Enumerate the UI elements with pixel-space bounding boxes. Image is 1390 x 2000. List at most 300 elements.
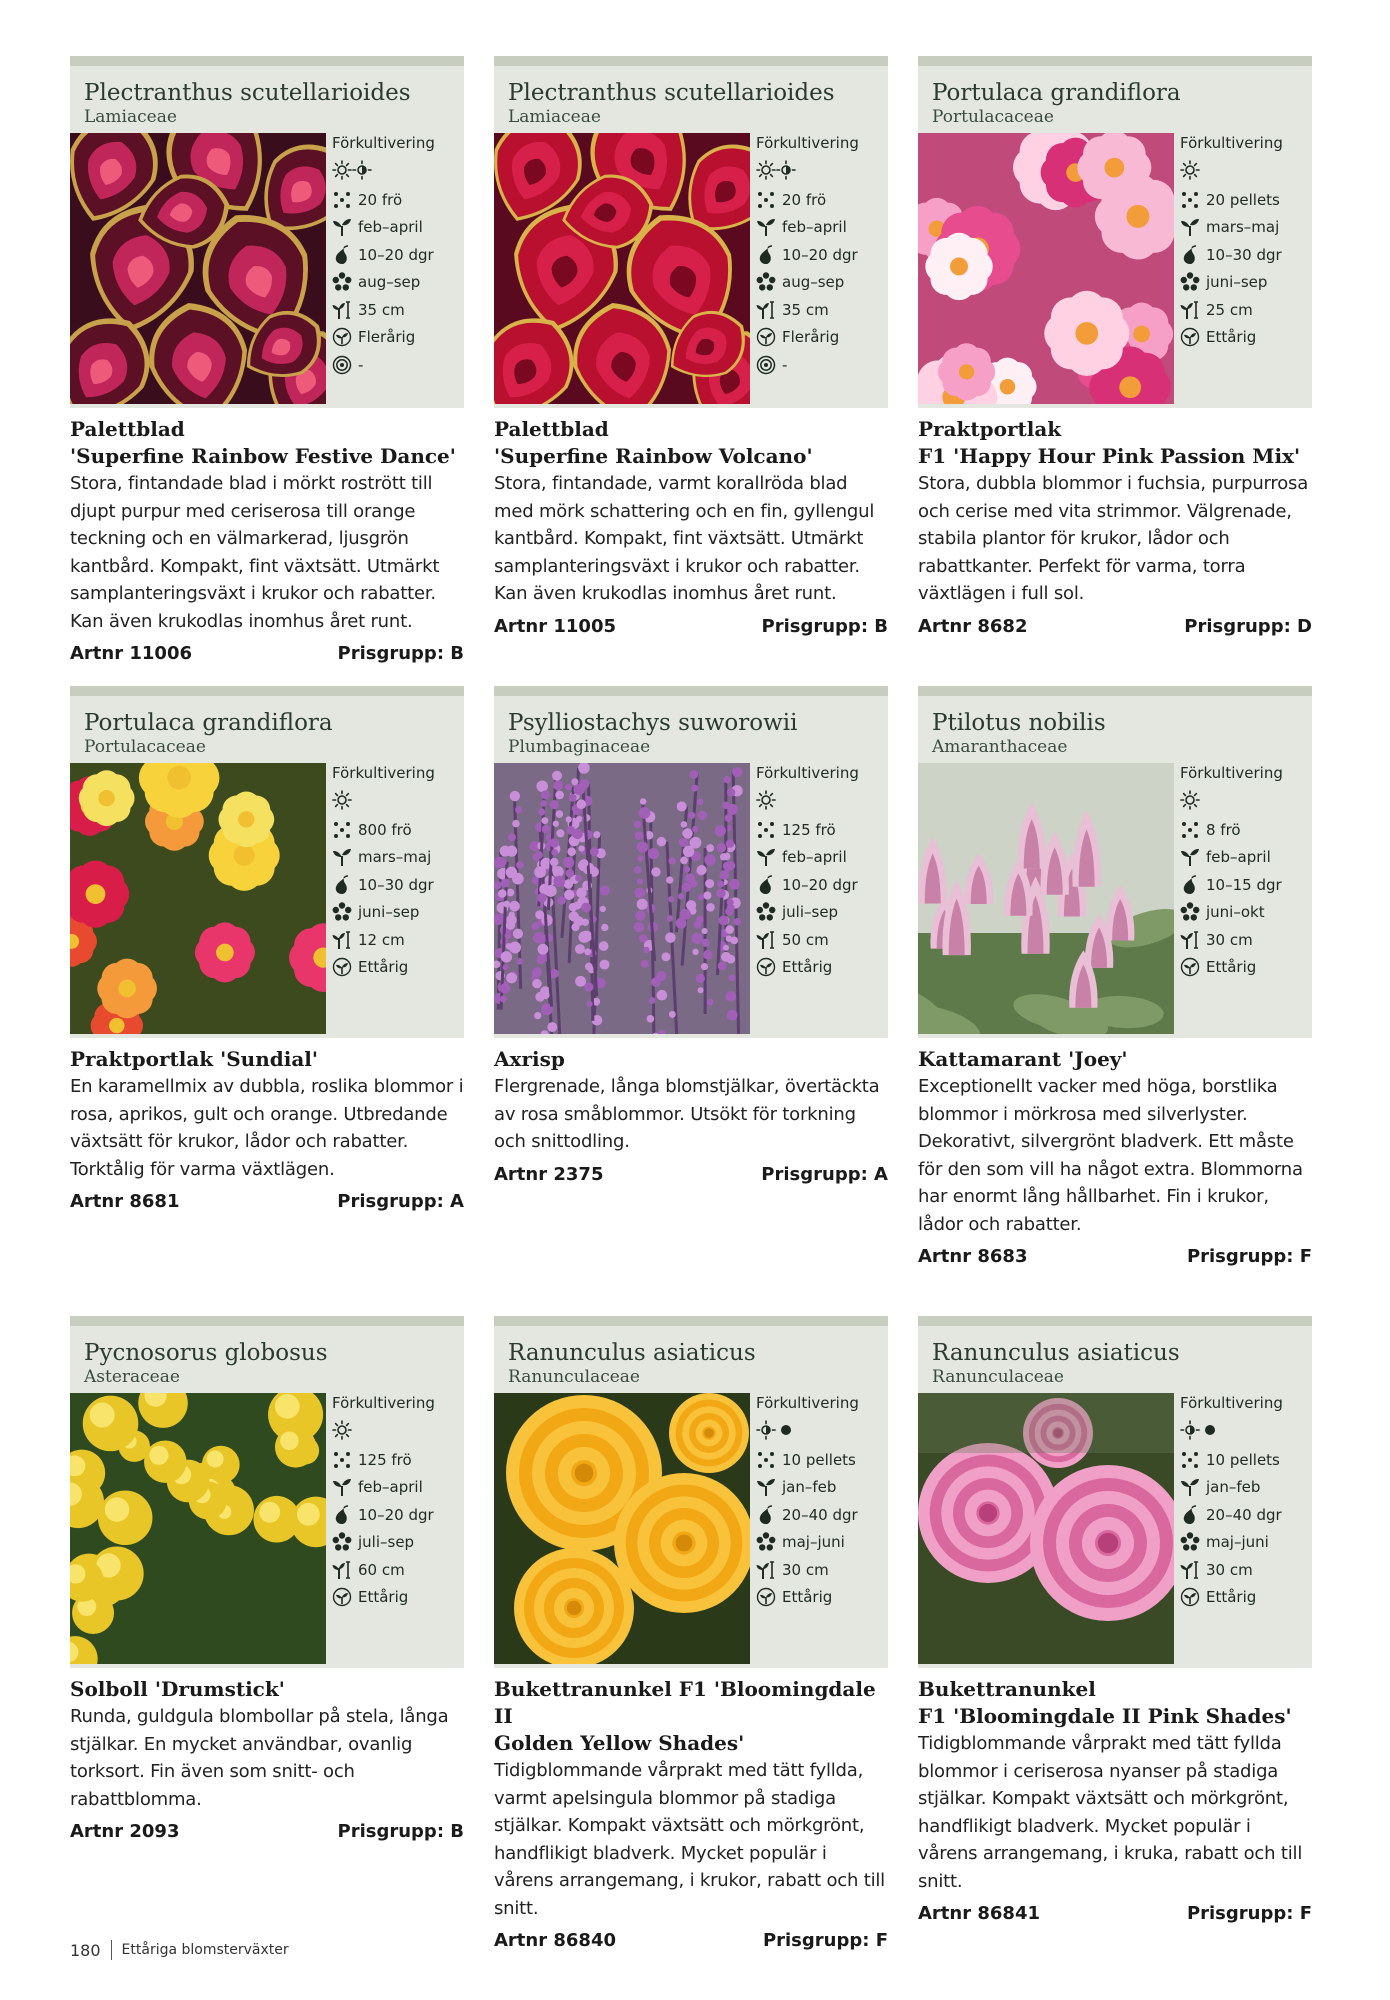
product-card xyxy=(70,686,464,1212)
common-name: Kattamarant 'Joey' xyxy=(918,1047,1128,1071)
spec-bloom-value: juni–okt xyxy=(1206,903,1265,922)
plant-photo xyxy=(494,1393,750,1664)
card-header xyxy=(918,1316,1312,1668)
bloom-time-icon xyxy=(332,1532,352,1552)
precultivation-label: Förkultivering xyxy=(332,1394,435,1412)
precultivation-label: Förkultivering xyxy=(756,134,859,152)
target-icon xyxy=(756,355,776,375)
product-description: Stora, fintandade, varmt korallröda blad med mörk schattering och en fin, gyllengul kantbård. Kompakt, fint växtsätt. Utmärkt samplanteringsväxt i krukor och rabatter. Kan även krukodlas inomhus året runt. xyxy=(494,473,875,604)
shade-icon xyxy=(1200,1420,1220,1440)
common-name: Praktportlak xyxy=(918,417,1062,441)
spec-seeds-value: 10 pellets xyxy=(1206,1450,1280,1469)
spec-seeds xyxy=(756,186,888,214)
spec-life xyxy=(756,324,888,352)
half-shade-icon xyxy=(776,160,796,180)
bloom-time-icon xyxy=(756,272,776,292)
height-icon xyxy=(332,930,352,950)
spec-height xyxy=(332,296,464,324)
card-body xyxy=(494,1038,888,1185)
plant-family: Lamiaceae xyxy=(508,107,601,127)
page-number: 180 xyxy=(70,1940,101,1960)
sowing-time-icon xyxy=(1180,1477,1200,1497)
spec-height-value: 35 cm xyxy=(358,300,405,319)
spec-bloom xyxy=(1180,899,1312,927)
product-card xyxy=(494,1316,888,1951)
spec-target xyxy=(332,351,464,379)
spec-height xyxy=(332,926,464,954)
light-requirement xyxy=(1180,1414,1312,1446)
seed-count-icon xyxy=(332,190,352,210)
product-meta xyxy=(70,1821,464,1842)
seed-count-icon xyxy=(1180,820,1200,840)
germination-icon xyxy=(756,1505,776,1525)
spec-germ-value: 10–20 dgr xyxy=(358,245,434,264)
plant-family: Portulacaceae xyxy=(84,737,206,757)
product-meta xyxy=(70,643,464,664)
card-header xyxy=(918,56,1312,408)
spec-sow-value: jan–feb xyxy=(782,1478,837,1497)
card-body xyxy=(70,408,464,664)
spec-height xyxy=(1180,296,1312,324)
latin-name: Ranunculus asiaticus xyxy=(932,1340,1180,1366)
height-icon xyxy=(332,1560,352,1580)
latin-name: Pycnosorus globosus xyxy=(84,1340,328,1366)
product-meta xyxy=(70,1191,464,1212)
seed-count-icon xyxy=(332,820,352,840)
plant-photo xyxy=(70,133,326,404)
spec-bloom-value: aug–sep xyxy=(782,273,845,292)
spec-life-value: Ettårig xyxy=(358,1588,409,1607)
spec-sow xyxy=(1180,214,1312,242)
spec-sow-value: feb–april xyxy=(1206,848,1271,867)
light-requirement xyxy=(756,154,888,186)
cultivation-specs xyxy=(332,762,464,981)
spec-life xyxy=(1180,954,1312,982)
spec-bloom-value: maj–juni xyxy=(782,1533,845,1552)
bloom-time-icon xyxy=(756,902,776,922)
latin-name: Plectranthus scutellarioides xyxy=(84,80,411,106)
spec-sow xyxy=(1180,844,1312,872)
sun-icon xyxy=(1180,160,1200,180)
lifecycle-icon xyxy=(332,327,352,347)
price-group: Prisgrupp: F xyxy=(762,1930,888,1951)
spec-height-value: 25 cm xyxy=(1206,300,1253,319)
price-group: Prisgrupp: B xyxy=(337,643,464,664)
article-number: Artnr 86841 xyxy=(918,1903,1040,1924)
spec-germ xyxy=(1180,241,1312,269)
spec-height xyxy=(1180,1556,1312,1584)
light-requirement xyxy=(756,784,888,816)
article-number: Artnr 11005 xyxy=(494,615,616,637)
spec-bloom xyxy=(756,899,888,927)
spec-seeds-value: 800 frö xyxy=(358,820,412,839)
germination-icon xyxy=(756,875,776,895)
common-name: Golden Yellow Shades' xyxy=(494,1731,745,1755)
spec-seeds xyxy=(756,816,888,844)
spec-target-value: - xyxy=(782,355,788,374)
germination-icon xyxy=(332,875,352,895)
spec-seeds-value: 20 frö xyxy=(782,190,827,209)
light-requirement xyxy=(756,1414,888,1446)
bloom-time-icon xyxy=(1180,1532,1200,1552)
plant-family: Plumbaginaceae xyxy=(508,737,651,757)
spec-life xyxy=(1180,324,1312,352)
cultivation-specs xyxy=(756,1392,888,1611)
product-meta xyxy=(918,1246,1312,1267)
common-name: Solboll 'Drumstick' xyxy=(70,1677,285,1701)
spec-sow-value: mars–maj xyxy=(358,848,432,867)
sun-icon xyxy=(332,1420,352,1440)
spec-germ-value: 10–20 dgr xyxy=(782,875,858,894)
common-name: Bukettranunkel xyxy=(918,1677,1096,1701)
spec-germ xyxy=(756,241,888,269)
spec-height-value: 30 cm xyxy=(1206,930,1253,949)
plant-family: Ranunculaceae xyxy=(932,1367,1064,1387)
height-icon xyxy=(756,1560,776,1580)
sun-icon xyxy=(332,160,352,180)
spec-life-value: Flerårig xyxy=(782,328,840,347)
card-body xyxy=(70,1038,464,1212)
spec-bloom-value: juli–sep xyxy=(782,903,839,922)
cultivation-specs xyxy=(332,1392,464,1611)
spec-germ xyxy=(332,871,464,899)
product-description: Stora, fintandade blad i mörkt rostrött till djupt purpur med ceriserosa till orange teckning och en välmarkerad, ljusgrön kantbård. Kompakt, fint växtsätt. Utmärkt samplanteringsväxt i krukor och rabatter. Kan även krukodlas inomhus året runt. xyxy=(70,473,440,632)
spec-life xyxy=(756,954,888,982)
spec-life-value: Ettårig xyxy=(1206,958,1257,977)
product-description: Tidigblommande vårprakt med tätt fyllda, varmt apelsingula blommor på stadiga stjälkar. Kompakt växtsätt och mörkgrönt, handflikigt bladverk. Mycket populär i vårens arrangemang, i krukor, rabatt och till snitt. xyxy=(494,1760,885,1919)
seed-count-icon xyxy=(756,1450,776,1470)
spec-height-value: 30 cm xyxy=(782,1560,829,1579)
product-description: Stora, dubbla blommor i fuchsia, purpurrosa och cerise med vita strimmor. Välgrenade, stabila plantor för krukor, lådor och rabattkanter. Perfekt för varma, torra växtlägen i full sol. xyxy=(918,473,1309,604)
spec-seeds xyxy=(1180,1446,1312,1474)
common-name: Praktportlak 'Sundial' xyxy=(70,1047,319,1071)
half-shade-icon xyxy=(352,160,372,180)
spec-bloom-value: juni–sep xyxy=(1206,273,1268,292)
germination-icon xyxy=(1180,245,1200,265)
spec-life-value: Ettårig xyxy=(1206,328,1257,347)
light-requirement xyxy=(1180,784,1312,816)
spec-bloom xyxy=(332,1529,464,1557)
spec-germ xyxy=(1180,871,1312,899)
latin-name: Plectranthus scutellarioides xyxy=(508,80,835,106)
spec-seeds xyxy=(1180,816,1312,844)
common-name: Palettblad xyxy=(70,417,185,441)
spec-germ-value: 10–15 dgr xyxy=(1206,875,1282,894)
spec-target xyxy=(756,351,888,379)
spec-life xyxy=(332,954,464,982)
article-number: Artnr 86840 xyxy=(494,1930,616,1951)
spec-seeds-value: 10 pellets xyxy=(782,1450,856,1469)
height-icon xyxy=(1180,930,1200,950)
spec-sow xyxy=(756,214,888,242)
half-shade-icon xyxy=(756,1420,776,1440)
spec-germ xyxy=(756,1501,888,1529)
height-icon xyxy=(332,300,352,320)
spec-life xyxy=(756,1584,888,1612)
germination-icon xyxy=(332,245,352,265)
product-card xyxy=(494,56,888,637)
card-header xyxy=(70,686,464,1038)
plant-photo xyxy=(918,133,1174,404)
page-footer xyxy=(70,1940,289,1960)
spec-seeds-value: 8 frö xyxy=(1206,820,1241,839)
spec-bloom xyxy=(1180,269,1312,297)
price-group: Prisgrupp: F xyxy=(1186,1903,1312,1924)
sowing-time-icon xyxy=(332,217,352,237)
latin-name: Ptilotus nobilis xyxy=(932,710,1106,736)
sun-icon xyxy=(332,790,352,810)
card-header xyxy=(918,686,1312,1038)
spec-height xyxy=(756,296,888,324)
card-body xyxy=(494,1668,888,1951)
spec-bloom xyxy=(332,269,464,297)
precultivation-label: Förkultivering xyxy=(756,1394,859,1412)
plant-photo xyxy=(70,763,326,1034)
plant-photo xyxy=(70,1393,326,1664)
product-meta xyxy=(494,616,888,637)
lifecycle-icon xyxy=(1180,327,1200,347)
product-description: Flergrenade, långa blomstjälkar, övertäckta av rosa småblommor. Utsökt för torkning och snittodling. xyxy=(494,1076,880,1152)
bloom-time-icon xyxy=(1180,902,1200,922)
common-name: Bukettranunkel F1 'Bloomingdale II xyxy=(494,1677,876,1728)
precultivation-label: Förkultivering xyxy=(332,134,435,152)
product-card xyxy=(918,1316,1312,1924)
spec-seeds xyxy=(332,1446,464,1474)
card-body xyxy=(918,408,1312,637)
sun-icon xyxy=(1180,790,1200,810)
product-meta xyxy=(494,1930,888,1951)
spec-bloom xyxy=(756,269,888,297)
product-meta xyxy=(918,1903,1312,1924)
product-card xyxy=(918,686,1312,1267)
product-description: Tidigblommande vårprakt med tätt fyllda blommor i ceriserosa nyanser på stadiga stjälkar. Kompakt växtsätt och mörkgrönt, handflikigt bladverk. Mycket populär i vårens arrangemang, i kruka, rabatt och till snitt. xyxy=(918,1733,1303,1892)
spec-life-value: Ettårig xyxy=(782,958,833,977)
article-number: Artnr 2375 xyxy=(494,1163,604,1185)
spec-life xyxy=(332,324,464,352)
spec-height xyxy=(756,926,888,954)
common-name: Axrisp xyxy=(494,1047,565,1071)
footer-divider xyxy=(111,1940,112,1960)
spec-sow xyxy=(332,844,464,872)
spec-life-value: Flerårig xyxy=(358,328,416,347)
common-name: 'Superfine Rainbow Volcano' xyxy=(494,444,813,468)
spec-seeds xyxy=(756,1446,888,1474)
spec-life xyxy=(1180,1584,1312,1612)
spec-germ xyxy=(756,871,888,899)
sowing-time-icon xyxy=(332,1477,352,1497)
plant-photo xyxy=(918,1393,1174,1664)
spec-seeds xyxy=(332,186,464,214)
spec-sow xyxy=(332,1474,464,1502)
precultivation-label: Förkultivering xyxy=(1180,764,1283,782)
spec-germ-value: 10–30 dgr xyxy=(358,875,434,894)
height-icon xyxy=(1180,1560,1200,1580)
sowing-time-icon xyxy=(1180,847,1200,867)
product-description: Exceptionellt vacker med höga, borstlika blommor i mörkrosa med silverlyster. Dekorativt, silvergrönt bladverk. Ett måste för den som vill ha något extra. Blommorna har enormt lång hållbarhet. Fin i krukor, lådor och rabatter. xyxy=(918,1076,1303,1235)
price-group: Prisgrupp: F xyxy=(1186,1246,1312,1267)
spec-sow xyxy=(332,214,464,242)
germination-icon xyxy=(332,1505,352,1525)
product-meta xyxy=(494,1164,888,1185)
article-number: Artnr 8683 xyxy=(918,1246,1028,1267)
spec-sow-value: feb–april xyxy=(358,218,423,237)
height-icon xyxy=(756,300,776,320)
spec-sow-value: feb–april xyxy=(358,1478,423,1497)
spec-seeds xyxy=(1180,186,1312,214)
seed-count-icon xyxy=(756,820,776,840)
sowing-time-icon xyxy=(756,847,776,867)
spec-life-value: Ettårig xyxy=(358,958,409,977)
light-requirement xyxy=(332,1414,464,1446)
spec-sow-value: feb–april xyxy=(782,218,847,237)
sowing-time-icon xyxy=(1180,217,1200,237)
light-requirement xyxy=(332,784,464,816)
spec-height xyxy=(756,1556,888,1584)
card-header xyxy=(494,1316,888,1668)
spec-germ-value: 20–40 dgr xyxy=(782,1505,858,1524)
spec-height-value: 12 cm xyxy=(358,930,405,949)
sowing-time-icon xyxy=(332,847,352,867)
seed-count-icon xyxy=(1180,190,1200,210)
spec-bloom xyxy=(756,1529,888,1557)
sun-icon xyxy=(756,160,776,180)
spec-height-value: 35 cm xyxy=(782,300,829,319)
spec-germ xyxy=(332,241,464,269)
spec-sow-value: feb–april xyxy=(782,848,847,867)
light-requirement xyxy=(1180,154,1312,186)
spec-bloom-value: juli–sep xyxy=(358,1533,415,1552)
seed-count-icon xyxy=(332,1450,352,1470)
spec-height-value: 50 cm xyxy=(782,930,829,949)
germination-icon xyxy=(1180,1505,1200,1525)
latin-name: Portulaca grandiflora xyxy=(84,710,333,736)
spec-bloom xyxy=(332,899,464,927)
spec-germ-value: 10–20 dgr xyxy=(358,1505,434,1524)
half-shade-icon xyxy=(1180,1420,1200,1440)
spec-germ-value: 10–30 dgr xyxy=(1206,245,1282,264)
lifecycle-icon xyxy=(332,957,352,977)
plant-photo xyxy=(494,133,750,404)
card-body xyxy=(70,1668,464,1842)
spec-height-value: 30 cm xyxy=(1206,1560,1253,1579)
precultivation-label: Förkultivering xyxy=(1180,134,1283,152)
latin-name: Ranunculus asiaticus xyxy=(508,1340,756,1366)
shade-icon xyxy=(776,1420,796,1440)
spec-germ xyxy=(332,1501,464,1529)
light-requirement xyxy=(332,154,464,186)
card-body xyxy=(918,1038,1312,1267)
bloom-time-icon xyxy=(756,1532,776,1552)
price-group: Prisgrupp: A xyxy=(761,1163,888,1185)
spec-sow xyxy=(756,844,888,872)
product-card xyxy=(918,56,1312,637)
precultivation-label: Förkultivering xyxy=(332,764,435,782)
article-number: Artnr 11006 xyxy=(70,643,192,664)
plant-family: Ranunculaceae xyxy=(508,1367,640,1387)
spec-seeds xyxy=(332,816,464,844)
lifecycle-icon xyxy=(332,1587,352,1607)
common-name: 'Superfine Rainbow Festive Dance' xyxy=(70,444,456,468)
article-number: Artnr 2093 xyxy=(70,1821,180,1842)
product-card xyxy=(70,56,464,664)
bloom-time-icon xyxy=(332,272,352,292)
bloom-time-icon xyxy=(1180,272,1200,292)
cultivation-specs xyxy=(756,762,888,981)
product-description: En karamellmix av dubbla, roslika blommor i rosa, aprikos, gult och orange. Utbredande växtsätt för krukor, lådor och rabatter. Torktålig för varma växtlägen. xyxy=(70,1076,464,1180)
sun-icon xyxy=(756,790,776,810)
card-header xyxy=(70,1316,464,1668)
lifecycle-icon xyxy=(756,327,776,347)
spec-life-value: Ettårig xyxy=(782,1588,833,1607)
cultivation-specs xyxy=(756,132,888,379)
spec-sow xyxy=(756,1474,888,1502)
product-card xyxy=(494,686,888,1185)
germination-icon xyxy=(756,245,776,265)
plant-family: Amaranthaceae xyxy=(932,737,1068,757)
spec-bloom-value: maj–juni xyxy=(1206,1533,1269,1552)
germination-icon xyxy=(1180,875,1200,895)
price-group: Prisgrupp: B xyxy=(761,615,888,637)
card-header xyxy=(70,56,464,408)
sowing-time-icon xyxy=(756,1477,776,1497)
bloom-time-icon xyxy=(332,902,352,922)
plant-family: Portulacaceae xyxy=(932,107,1054,127)
spec-target-value: - xyxy=(358,355,364,374)
common-name: Palettblad xyxy=(494,417,609,441)
common-name: F1 'Happy Hour Pink Passion Mix' xyxy=(918,444,1301,468)
spec-bloom-value: juni–sep xyxy=(358,903,420,922)
precultivation-label: Förkultivering xyxy=(756,764,859,782)
cultivation-specs xyxy=(1180,132,1312,351)
product-card xyxy=(70,1316,464,1842)
price-group: Prisgrupp: D xyxy=(1184,615,1312,637)
section-name: Ettåriga blomsterväxter xyxy=(121,1942,289,1958)
product-description: Runda, guldgula blombollar på stela, långa stjälkar. En mycket användbar, ovanlig torksort. Fin även som snitt- och rabattblomma. xyxy=(70,1706,449,1810)
lifecycle-icon xyxy=(1180,1587,1200,1607)
spec-sow-value: jan–feb xyxy=(1206,1478,1261,1497)
spec-life xyxy=(332,1584,464,1612)
spec-height-value: 60 cm xyxy=(358,1560,405,1579)
height-icon xyxy=(756,930,776,950)
spec-sow xyxy=(1180,1474,1312,1502)
card-body xyxy=(918,1668,1312,1924)
spec-germ-value: 20–40 dgr xyxy=(1206,1505,1282,1524)
plant-photo xyxy=(494,763,750,1034)
precultivation-label: Förkultivering xyxy=(1180,1394,1283,1412)
latin-name: Portulaca grandiflora xyxy=(932,80,1181,106)
article-number: Artnr 8681 xyxy=(70,1191,180,1212)
plant-photo xyxy=(918,763,1174,1034)
lifecycle-icon xyxy=(756,1587,776,1607)
price-group: Prisgrupp: A xyxy=(337,1191,464,1212)
price-group: Prisgrupp: B xyxy=(337,1821,464,1842)
seed-count-icon xyxy=(756,190,776,210)
plant-family: Asteraceae xyxy=(84,1367,180,1387)
plant-family: Lamiaceae xyxy=(84,107,177,127)
article-number: Artnr 8682 xyxy=(918,615,1028,637)
card-header xyxy=(494,686,888,1038)
cultivation-specs xyxy=(1180,1392,1312,1611)
cultivation-specs xyxy=(332,132,464,379)
cultivation-specs xyxy=(1180,762,1312,981)
card-body xyxy=(494,408,888,637)
spec-bloom xyxy=(1180,1529,1312,1557)
common-name: F1 'Bloomingdale II Pink Shades' xyxy=(918,1704,1292,1728)
spec-height xyxy=(1180,926,1312,954)
sowing-time-icon xyxy=(756,217,776,237)
spec-bloom-value: aug–sep xyxy=(358,273,421,292)
spec-seeds-value: 20 pellets xyxy=(1206,190,1280,209)
